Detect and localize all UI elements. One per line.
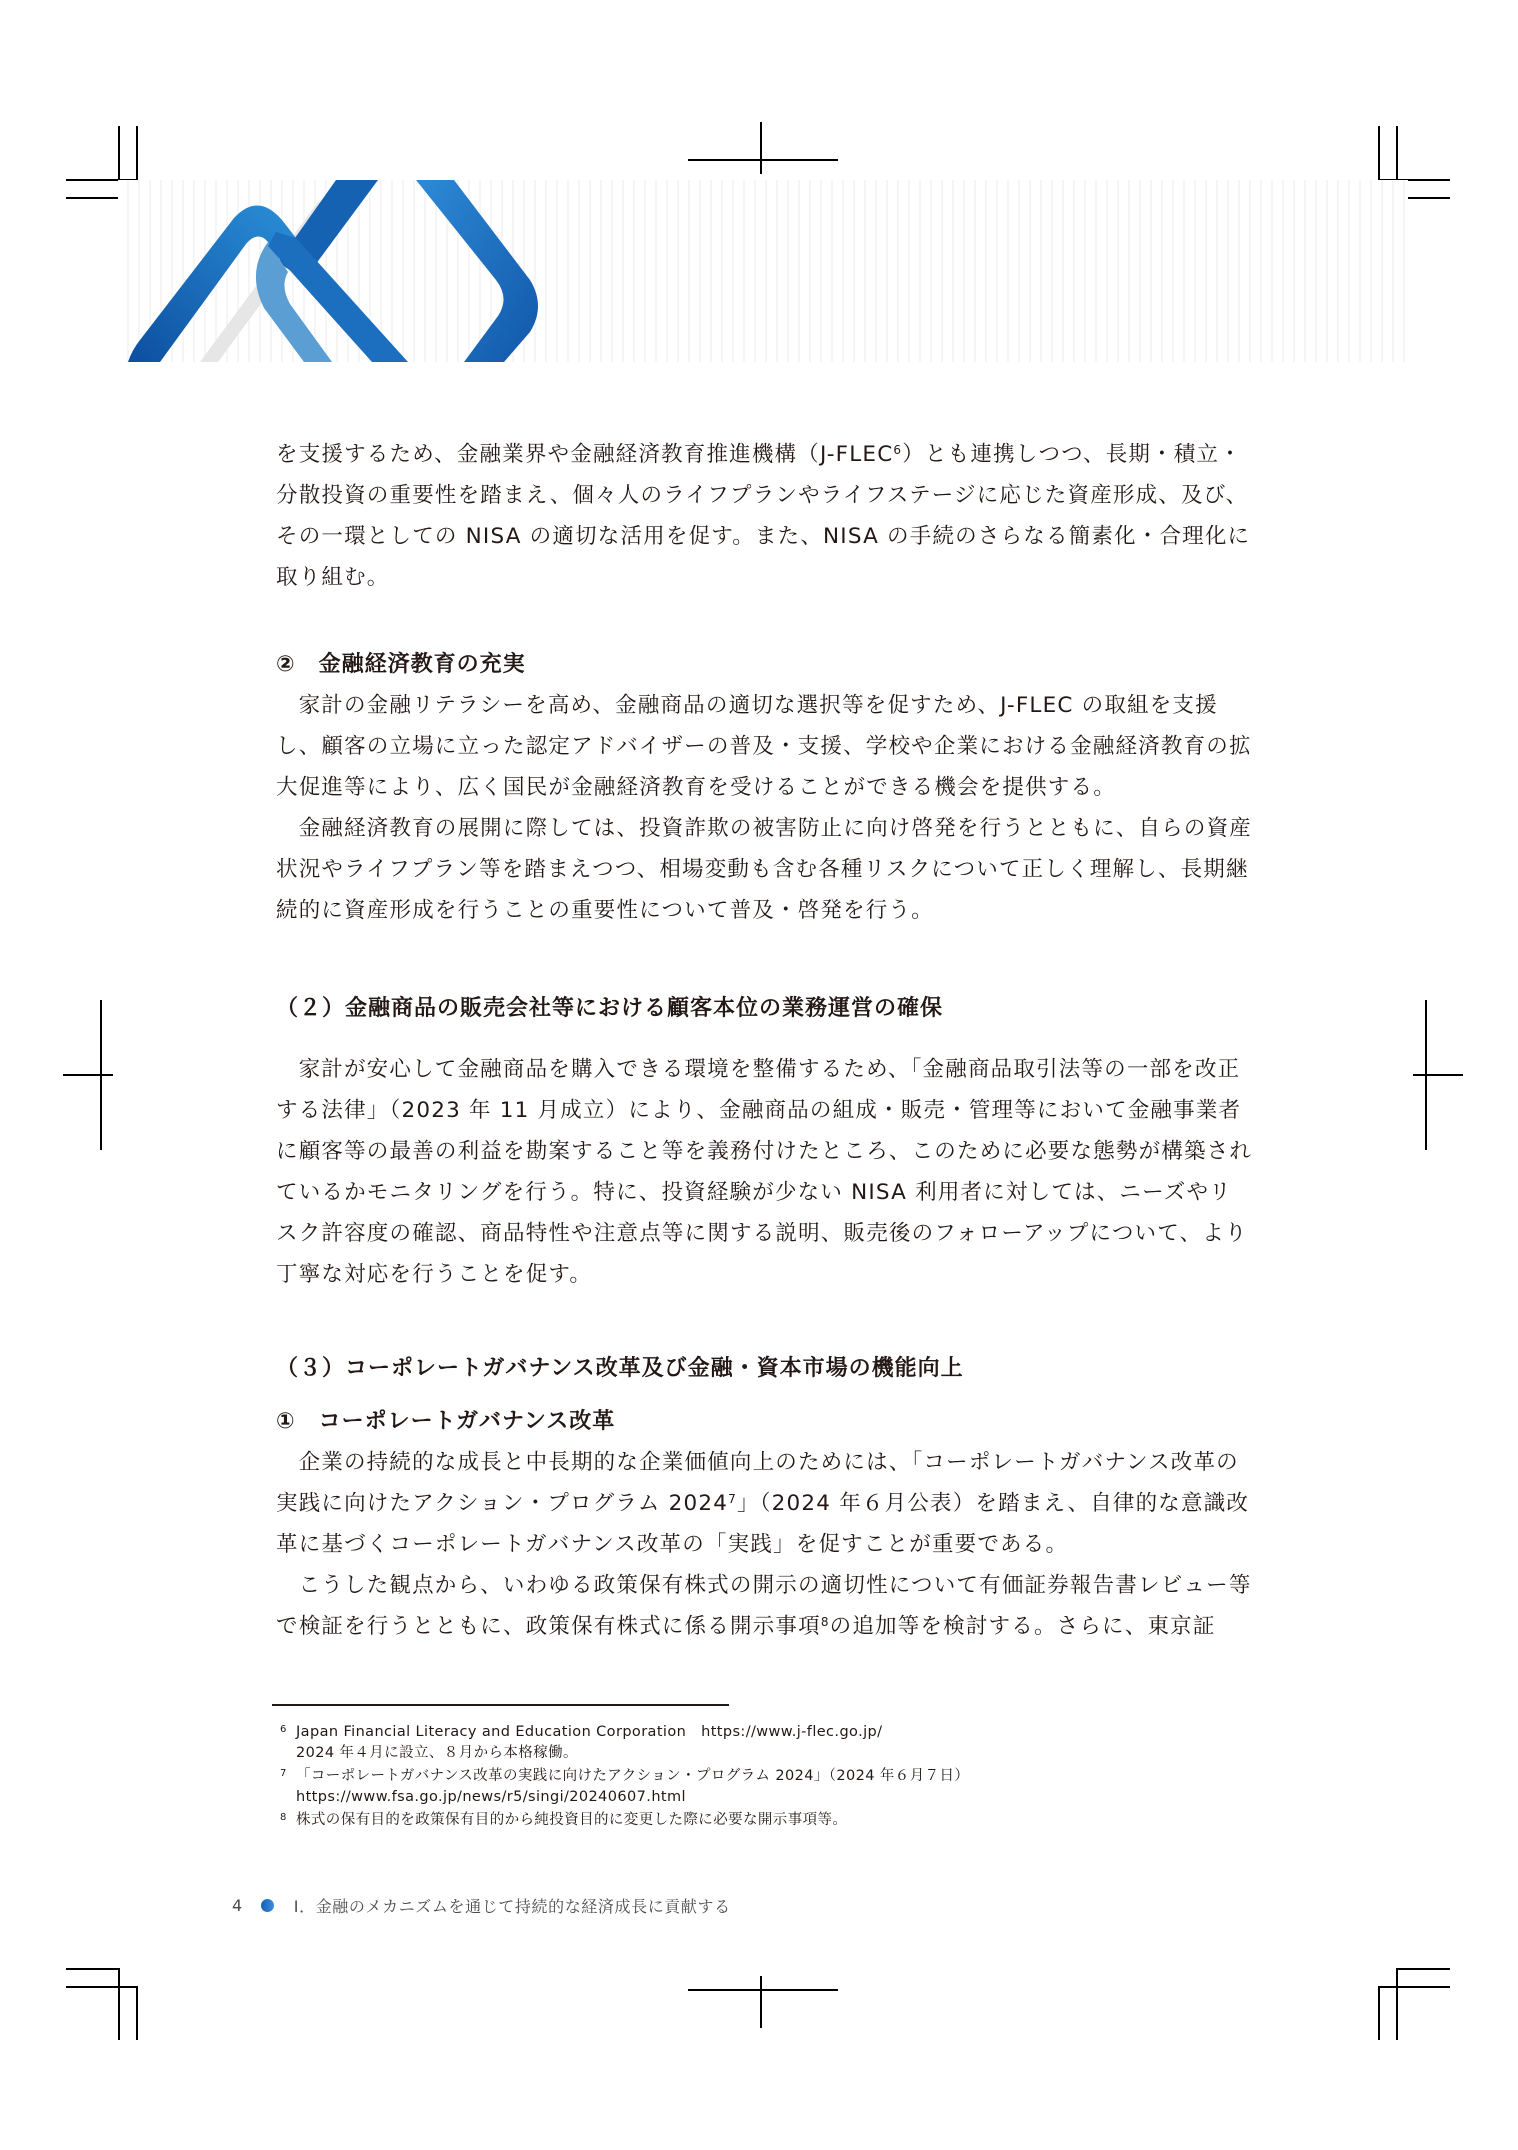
header-banner-graphic [118, 180, 1408, 362]
footnotes [280, 1722, 1280, 1831]
corporate-governance-section [276, 1348, 1254, 1647]
footnote-7: 7 「コーポレートガバナンス改革の実践に向けたアクション・プログラム 2024」（2024 年６月７日） https://www.fsa.go.jp/news/r5/singi/20240607.html [280, 1766, 1280, 1808]
page-number: 4 [232, 1896, 243, 1915]
footnote-7-link[interactable]: https://www.fsa.go.jp/news/r5/singi/20240607.html [296, 1789, 686, 1805]
ribbon-logo-icon [118, 180, 718, 362]
subsection-heading-cg-reform: ① コーポレートガバナンス改革 [276, 1409, 616, 1434]
paragraph: 金融経済教育の展開に際しては、投資詐欺の被害防止に向け啓発を行うとともに、自らの資産状況やライフプラン等を踏まえつつ、相場変動も含む各種リスクについて正しく理解し、長期継続的に資産形成を行うことの重要性について普及・啓発を行う。 [276, 816, 1252, 923]
section-heading-corporate-governance: （３）コーポレートガバナンス改革及び金融・資本市場の機能向上 [276, 1356, 964, 1381]
running-footer-title: Ⅰ．金融のメカニズムを通じて持続的な経済成長に貢献する [293, 1897, 731, 1916]
paragraph: 家計が安心して金融商品を購入できる環境を整備するため、「金融商品取引法等の一部を改正する法律」（2023 年 11 月成立）により、金融商品の組成・販売・管理等において金融事業者に顧客等の最善の利益を勘案すること等を義務付けたところ、このために必要な態勢が構築されているかモニタリングを行う。特に、投資経験が少ない NISA 利用者に対しては、ニーズやリスク許容度の確認、商品特性や注意点等に関する説明、販売後のフォローアップについて、より丁寧な対応を行うことを促す。 [276, 1057, 1253, 1287]
intro-paragraph: を支援するため、金融業界や金融経済教育推進機構（J-FLEC$^6$）とも連携しつつ、長期・積立・分散投資の重要性を踏まえ、個々人のライフプランやライフステージに応じた資産形成、及び、その一環としての NISA の適切な活用を促す。また、NISA の手続のさらなる簡素化・合理化に取り組む。 [276, 442, 1251, 590]
footnote-ref-8[interactable]: 8 [820, 1615, 830, 1629]
customer-first-section [276, 988, 1254, 1295]
paragraph: 企業の持続的な成長と中長期的な企業価値向上のためには、「コーポレートガバナンス改革の実践に向けたアクション・プログラム 2024$^7$」（2024 年６月公表）を踏まえ、自律的な意識改革に基づくコーポレートガバナンス改革の「実践」を促すことが重要である。 [276, 1450, 1250, 1557]
footnote-ref-6[interactable]: 6 [893, 443, 903, 457]
footnote-ref-7[interactable]: 7 [728, 1492, 738, 1506]
footnote-6: 6 Japan Financial Literacy and Education Corporation https://www.j-flec.go.jp/ 2024 年４月に設立、８月から本格稼働。 [280, 1724, 883, 1761]
page-footer [232, 1894, 731, 1917]
intro-text: を支援するため、金融業界や金融経済教育推進機構（J-FLEC [276, 442, 894, 467]
section-heading-financial-education: ② 金融経済教育の充実 [276, 652, 526, 677]
paragraph: こうした観点から、いわゆる政策保有株式の開示の適切性について有価証券報告書レビュー等で検証を行うとともに、政策保有株式に係る開示事項$^8$の追加等を検討する。さらに、東京証 [276, 1573, 1252, 1639]
paragraph: 家計の金融リテラシーを高め、金融商品の適切な選択等を促すため、J-FLEC の取組を支援し、顧客の立場に立った認定アドバイザーの普及・支援、学校や企業における金融経済教育の拡大促進等により、広く国民が金融経済教育を受けることができる機会を提供する。 [276, 693, 1252, 800]
financial-education-section [276, 644, 1254, 931]
footnote-8: 8 株式の保有目的を政策保有目的から純投資目的に変更した際に必要な開示事項等。 [280, 1812, 848, 1828]
section-heading-customer-first: （２）金融商品の販売会社等における顧客本位の業務運営の確保 [276, 996, 944, 1021]
bullet-dot-icon [261, 1899, 274, 1912]
footnote-divider [272, 1704, 729, 1706]
